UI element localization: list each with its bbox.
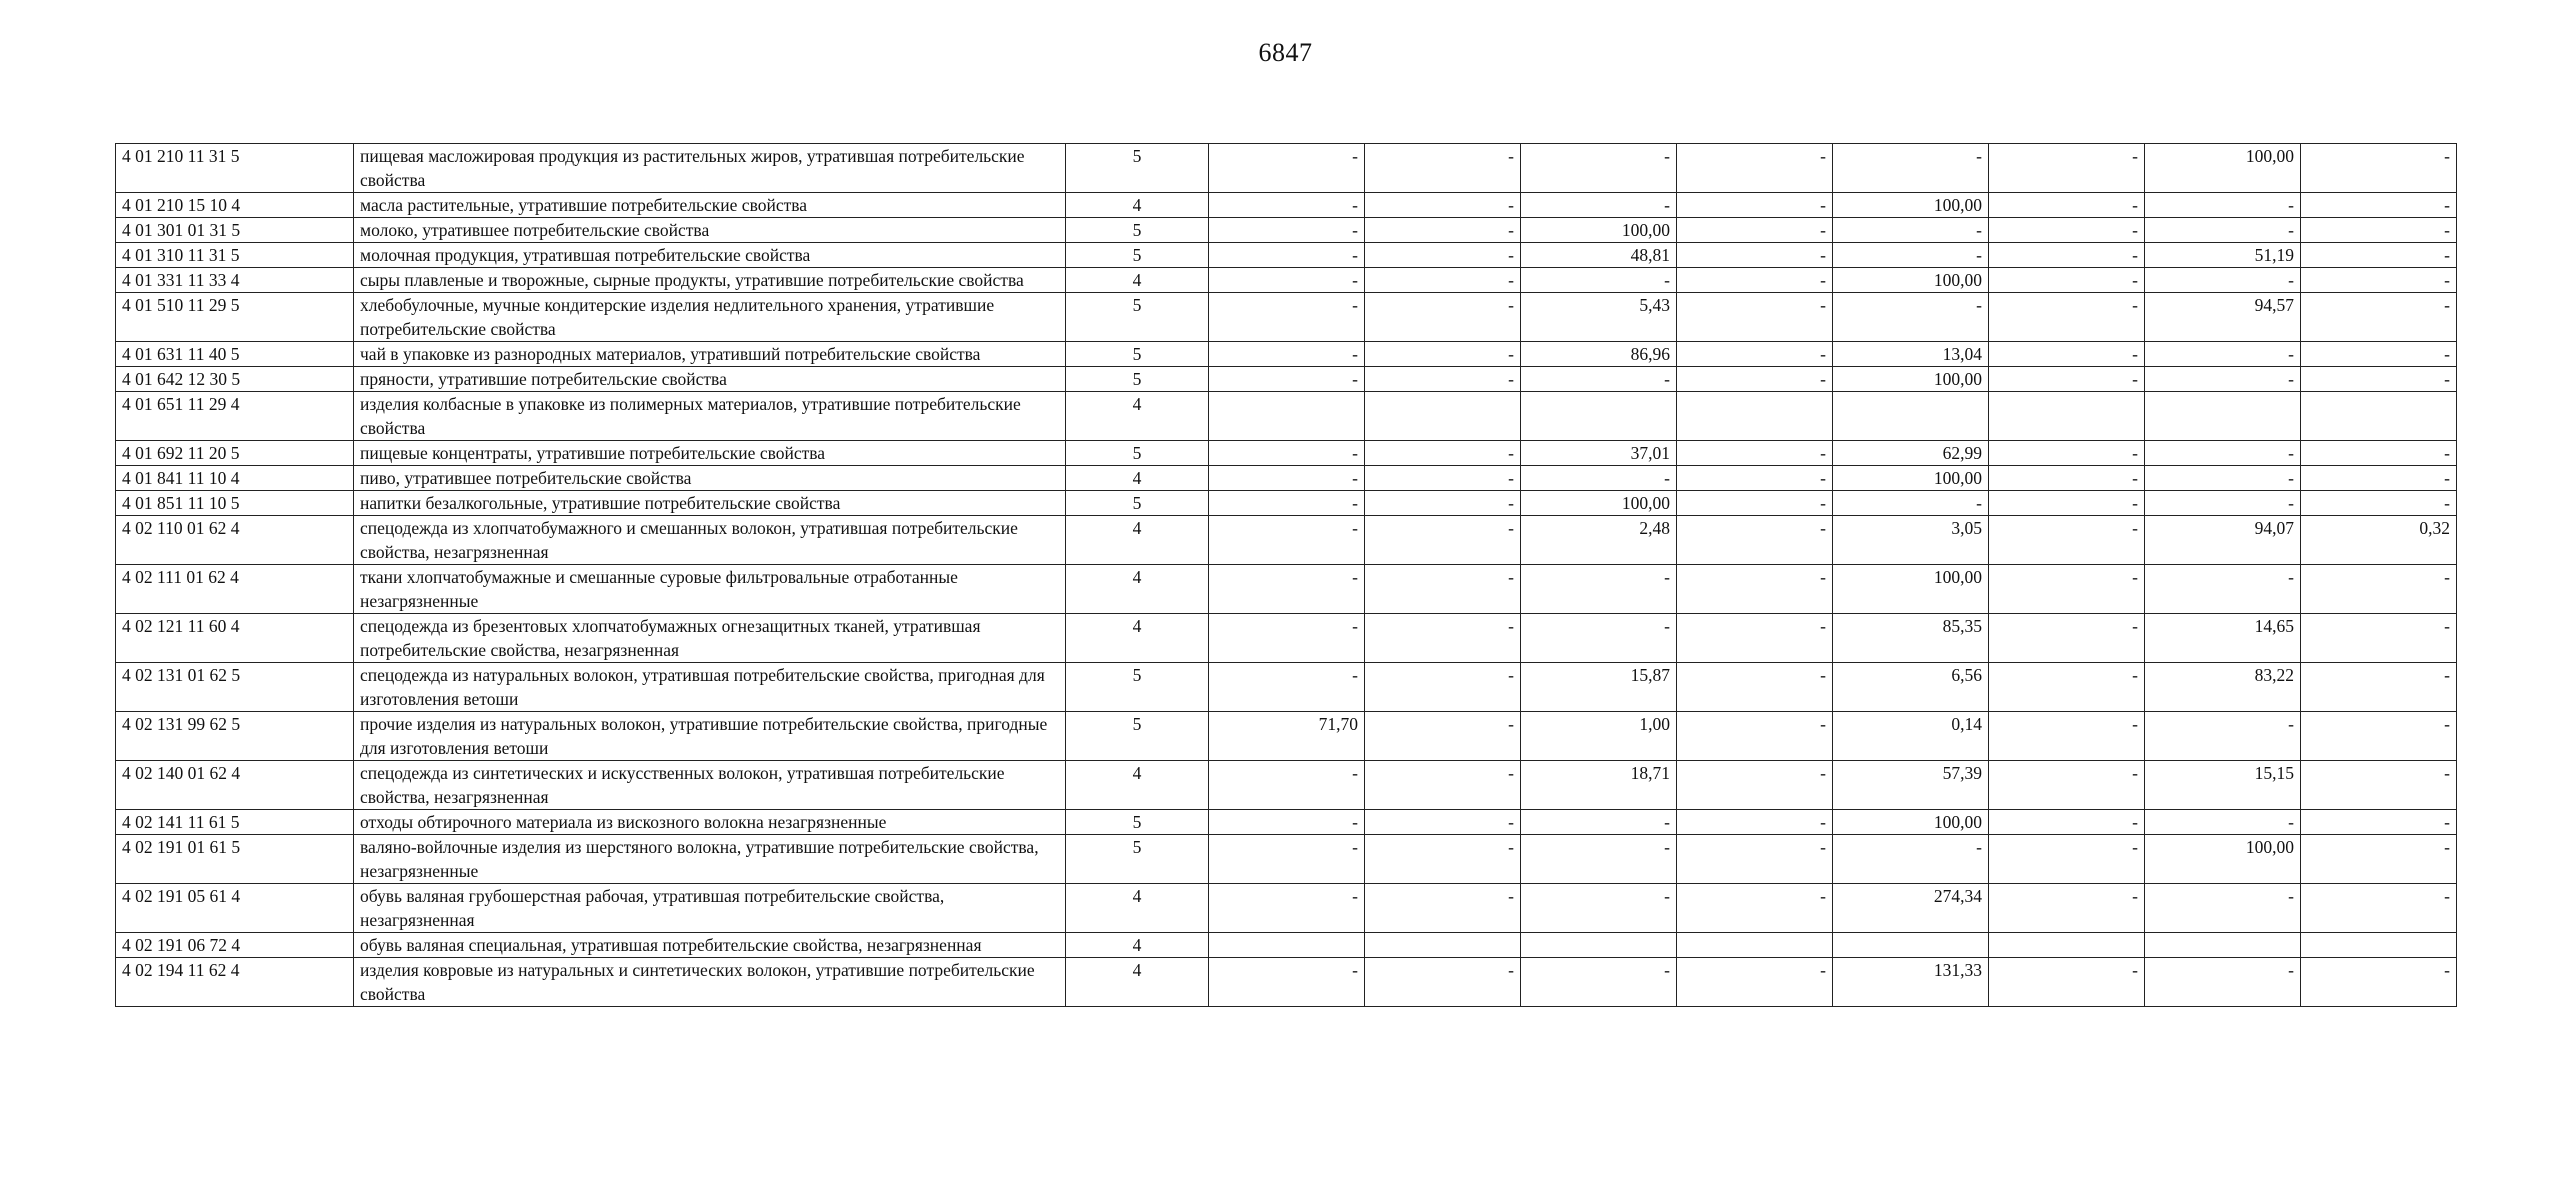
value-cell: - — [2145, 491, 2301, 516]
value-cell: - — [1989, 663, 2145, 712]
value-cell: 100,00 — [1521, 218, 1677, 243]
value-cell: - — [1989, 144, 2145, 193]
value-cell — [1365, 933, 1521, 958]
value-cell: - — [2145, 268, 2301, 293]
value-cell: - — [2301, 193, 2457, 218]
value-cell: - — [1365, 491, 1521, 516]
value-cell: - — [1209, 193, 1365, 218]
value-cell: 6,56 — [1833, 663, 1989, 712]
value-cell: 1,00 — [1521, 712, 1677, 761]
hazard-class-cell: 4 — [1066, 884, 1209, 933]
waste-code-cell: 4 02 140 01 62 4 — [116, 761, 354, 810]
value-cell: - — [1209, 884, 1365, 933]
value-cell: - — [1521, 958, 1677, 1007]
value-cell: - — [1989, 614, 2145, 663]
value-cell: - — [2145, 367, 2301, 392]
table-row — [116, 144, 2457, 193]
value-cell: - — [1365, 193, 1521, 218]
value-cell: 100,00 — [1833, 268, 1989, 293]
table-row — [116, 342, 2457, 367]
hazard-class-cell: 4 — [1066, 761, 1209, 810]
value-cell: - — [2301, 614, 2457, 663]
value-cell: 62,99 — [1833, 441, 1989, 466]
value-cell: - — [2145, 712, 2301, 761]
value-cell: - — [1989, 218, 2145, 243]
value-cell: - — [1989, 761, 2145, 810]
hazard-class-cell: 5 — [1066, 367, 1209, 392]
value-cell: - — [1989, 958, 2145, 1007]
value-cell: - — [1989, 342, 2145, 367]
value-cell: - — [1989, 884, 2145, 933]
value-cell: 131,33 — [1833, 958, 1989, 1007]
value-cell: - — [1365, 614, 1521, 663]
table-row — [116, 193, 2457, 218]
value-cell: - — [1521, 565, 1677, 614]
value-cell: - — [1833, 218, 1989, 243]
page-number: 6847 — [1258, 38, 1313, 67]
value-cell: - — [1677, 835, 1833, 884]
value-cell: - — [1989, 193, 2145, 218]
value-cell — [1209, 392, 1365, 441]
value-cell: 94,57 — [2145, 293, 2301, 342]
value-cell: - — [1209, 761, 1365, 810]
value-cell: - — [1677, 491, 1833, 516]
value-cell: - — [1677, 144, 1833, 193]
value-cell: - — [1677, 342, 1833, 367]
value-cell: 0,14 — [1833, 712, 1989, 761]
value-cell: 100,00 — [1833, 810, 1989, 835]
waste-name-cell: отходы обтирочного материала из вискозного волокна незагрязненные — [354, 810, 1066, 835]
waste-code-cell: 4 02 131 01 62 5 — [116, 663, 354, 712]
table-row — [116, 663, 2457, 712]
value-cell: - — [1365, 243, 1521, 268]
value-cell: - — [1521, 835, 1677, 884]
waste-name-cell: напитки безалкогольные, утратившие потребительские свойства — [354, 491, 1066, 516]
hazard-class-cell: 4 — [1066, 392, 1209, 441]
value-cell: 5,43 — [1521, 293, 1677, 342]
hazard-class-cell: 5 — [1066, 243, 1209, 268]
waste-name-cell: изделия ковровые из натуральных и синтетических волокон, утратившие потребительские свойства — [354, 958, 1066, 1007]
waste-code-cell: 4 02 194 11 62 4 — [116, 958, 354, 1007]
value-cell: - — [1677, 243, 1833, 268]
table-row — [116, 835, 2457, 884]
value-cell: - — [2301, 293, 2457, 342]
value-cell: - — [1209, 565, 1365, 614]
value-cell: - — [1677, 712, 1833, 761]
value-cell: 83,22 — [2145, 663, 2301, 712]
value-cell: - — [2145, 193, 2301, 218]
value-cell: - — [2301, 367, 2457, 392]
waste-code-cell: 4 02 110 01 62 4 — [116, 516, 354, 565]
value-cell: - — [1833, 835, 1989, 884]
table-row — [116, 516, 2457, 565]
value-cell: - — [1677, 268, 1833, 293]
value-cell — [1833, 392, 1989, 441]
value-cell — [1365, 392, 1521, 441]
waste-name-cell: масла растительные, утратившие потребительские свойства — [354, 193, 1066, 218]
waste-code-cell: 4 02 131 99 62 5 — [116, 712, 354, 761]
value-cell: - — [2145, 958, 2301, 1007]
value-cell: - — [2301, 218, 2457, 243]
value-cell: 100,00 — [2145, 144, 2301, 193]
value-cell: 100,00 — [1833, 466, 1989, 491]
table-row — [116, 441, 2457, 466]
value-cell: 15,15 — [2145, 761, 2301, 810]
waste-name-cell: чай в упаковке из разнородных материалов, утративший потребительские свойства — [354, 342, 1066, 367]
value-cell: - — [1989, 268, 2145, 293]
value-cell — [1521, 933, 1677, 958]
table-row — [116, 614, 2457, 663]
hazard-class-cell: 5 — [1066, 144, 1209, 193]
value-cell: - — [1365, 810, 1521, 835]
waste-name-cell: валяно-войлочные изделия из шерстяного волокна, утратившие потребительские свойства, незагрязненные — [354, 835, 1066, 884]
value-cell: 13,04 — [1833, 342, 1989, 367]
value-cell: - — [2301, 565, 2457, 614]
waste-name-cell: спецодежда из синтетических и искусственных волокон, утратившая потребительские свойства, незагрязненная — [354, 761, 1066, 810]
hazard-class-cell: 4 — [1066, 466, 1209, 491]
value-cell: - — [2145, 810, 2301, 835]
value-cell: - — [2301, 243, 2457, 268]
value-cell: - — [1209, 342, 1365, 367]
value-cell: - — [1209, 466, 1365, 491]
value-cell: - — [1365, 884, 1521, 933]
waste-composition-table — [115, 143, 2457, 1007]
waste-code-cell: 4 01 210 15 10 4 — [116, 193, 354, 218]
waste-code-cell: 4 02 141 11 61 5 — [116, 810, 354, 835]
value-cell: - — [2301, 761, 2457, 810]
value-cell: - — [1365, 835, 1521, 884]
value-cell: 37,01 — [1521, 441, 1677, 466]
waste-code-cell: 4 02 191 06 72 4 — [116, 933, 354, 958]
value-cell — [1677, 392, 1833, 441]
value-cell: 94,07 — [2145, 516, 2301, 565]
value-cell: 0,32 — [2301, 516, 2457, 565]
waste-name-cell: пищевая масложировая продукция из растительных жиров, утратившая потребительские свойства — [354, 144, 1066, 193]
value-cell — [1989, 392, 2145, 441]
value-cell: - — [1365, 761, 1521, 810]
table-row — [116, 268, 2457, 293]
value-cell: 86,96 — [1521, 342, 1677, 367]
waste-code-cell: 4 01 841 11 10 4 — [116, 466, 354, 491]
value-cell: - — [1521, 466, 1677, 491]
waste-code-cell: 4 01 651 11 29 4 — [116, 392, 354, 441]
waste-code-cell: 4 01 642 12 30 5 — [116, 367, 354, 392]
waste-code-cell: 4 02 191 01 61 5 — [116, 835, 354, 884]
waste-code-cell: 4 02 111 01 62 4 — [116, 565, 354, 614]
value-cell: - — [1833, 491, 1989, 516]
value-cell: - — [1209, 810, 1365, 835]
waste-code-cell: 4 01 210 11 31 5 — [116, 144, 354, 193]
table-row — [116, 367, 2457, 392]
value-cell — [2145, 392, 2301, 441]
waste-name-cell: изделия колбасные в упаковке из полимерных материалов, утратившие потребительские свойства — [354, 392, 1066, 441]
value-cell: - — [1989, 243, 2145, 268]
value-cell: 100,00 — [1521, 491, 1677, 516]
waste-name-cell: обувь валяная грубошерстная рабочая, утратившая потребительские свойства, незагрязненная — [354, 884, 1066, 933]
hazard-class-cell: 4 — [1066, 933, 1209, 958]
value-cell: - — [2301, 835, 2457, 884]
value-cell: - — [1833, 243, 1989, 268]
hazard-class-cell: 5 — [1066, 342, 1209, 367]
value-cell: - — [1365, 663, 1521, 712]
waste-code-cell: 4 01 510 11 29 5 — [116, 293, 354, 342]
value-cell: - — [1209, 243, 1365, 268]
value-cell — [1677, 933, 1833, 958]
waste-code-cell: 4 01 692 11 20 5 — [116, 441, 354, 466]
hazard-class-cell: 5 — [1066, 218, 1209, 243]
value-cell: - — [1209, 218, 1365, 243]
value-cell: - — [1989, 516, 2145, 565]
value-cell: - — [2145, 466, 2301, 491]
waste-code-cell: 4 01 310 11 31 5 — [116, 243, 354, 268]
waste-code-cell: 4 01 851 11 10 5 — [116, 491, 354, 516]
value-cell: 274,34 — [1833, 884, 1989, 933]
value-cell — [2145, 933, 2301, 958]
table-row — [116, 392, 2457, 441]
value-cell: - — [1989, 491, 2145, 516]
value-cell: 85,35 — [1833, 614, 1989, 663]
hazard-class-cell: 4 — [1066, 614, 1209, 663]
value-cell: - — [1989, 712, 2145, 761]
value-cell: - — [1209, 441, 1365, 466]
hazard-class-cell: 5 — [1066, 293, 1209, 342]
value-cell: - — [1989, 565, 2145, 614]
value-cell — [2301, 392, 2457, 441]
value-cell: - — [1209, 835, 1365, 884]
value-cell: - — [1209, 367, 1365, 392]
value-cell: - — [1365, 516, 1521, 565]
value-cell: - — [1677, 441, 1833, 466]
value-cell: - — [1989, 835, 2145, 884]
value-cell: - — [1521, 367, 1677, 392]
waste-code-cell: 4 01 631 11 40 5 — [116, 342, 354, 367]
value-cell: - — [1365, 293, 1521, 342]
value-cell: 51,19 — [2145, 243, 2301, 268]
waste-code-cell: 4 01 331 11 33 4 — [116, 268, 354, 293]
table-row — [116, 491, 2457, 516]
value-cell: - — [1521, 268, 1677, 293]
value-cell: - — [1365, 958, 1521, 1007]
value-cell: 3,05 — [1833, 516, 1989, 565]
value-cell: - — [2301, 342, 2457, 367]
value-cell: - — [1677, 367, 1833, 392]
value-cell: 14,65 — [2145, 614, 2301, 663]
value-cell: - — [1365, 342, 1521, 367]
value-cell — [1209, 933, 1365, 958]
value-cell: - — [2301, 441, 2457, 466]
value-cell: - — [2145, 441, 2301, 466]
value-cell: - — [1989, 441, 2145, 466]
value-cell: - — [1209, 958, 1365, 1007]
value-cell: - — [1209, 491, 1365, 516]
hazard-class-cell: 5 — [1066, 712, 1209, 761]
value-cell: - — [1521, 614, 1677, 663]
value-cell: - — [2145, 342, 2301, 367]
value-cell: - — [1365, 441, 1521, 466]
hazard-class-cell: 5 — [1066, 663, 1209, 712]
hazard-class-cell: 5 — [1066, 441, 1209, 466]
value-cell: - — [1677, 293, 1833, 342]
waste-name-cell: пищевые концентраты, утратившие потребительские свойства — [354, 441, 1066, 466]
value-cell: - — [1365, 144, 1521, 193]
value-cell: - — [2301, 466, 2457, 491]
table-row — [116, 933, 2457, 958]
value-cell: - — [1209, 268, 1365, 293]
value-cell: - — [1677, 884, 1833, 933]
value-cell: 100,00 — [1833, 565, 1989, 614]
value-cell: 100,00 — [1833, 193, 1989, 218]
waste-name-cell: спецодежда из хлопчатобумажного и смешанных волокон, утратившая потребительские свойства, незагрязненная — [354, 516, 1066, 565]
value-cell: - — [1677, 810, 1833, 835]
value-cell: - — [1989, 367, 2145, 392]
value-cell: - — [1989, 293, 2145, 342]
value-cell — [2301, 933, 2457, 958]
value-cell: - — [1677, 193, 1833, 218]
value-cell: - — [2301, 491, 2457, 516]
value-cell: - — [2301, 144, 2457, 193]
value-cell: - — [1521, 884, 1677, 933]
value-cell: - — [1677, 466, 1833, 491]
waste-name-cell: пряности, утратившие потребительские свойства — [354, 367, 1066, 392]
waste-name-cell: сыры плавленые и творожные, сырные продукты, утратившие потребительские свойства — [354, 268, 1066, 293]
hazard-class-cell: 4 — [1066, 268, 1209, 293]
value-cell: 100,00 — [2145, 835, 2301, 884]
table-row — [116, 243, 2457, 268]
value-cell: 18,71 — [1521, 761, 1677, 810]
value-cell: - — [1209, 516, 1365, 565]
value-cell: - — [1209, 663, 1365, 712]
table-row — [116, 565, 2457, 614]
hazard-class-cell: 5 — [1066, 835, 1209, 884]
value-cell — [1833, 933, 1989, 958]
waste-name-cell: хлебобулочные, мучные кондитерские изделия недлительного хранения, утратившие потребительские свойства — [354, 293, 1066, 342]
value-cell: - — [2145, 218, 2301, 243]
value-cell: - — [2301, 663, 2457, 712]
value-cell: - — [1521, 144, 1677, 193]
value-cell: - — [1521, 193, 1677, 218]
waste-name-cell: спецодежда из брезентовых хлопчатобумажных огнезащитных тканей, утратившая потребительские свойства, незагрязненная — [354, 614, 1066, 663]
value-cell: - — [2145, 565, 2301, 614]
value-cell: - — [1209, 293, 1365, 342]
value-cell: - — [1521, 810, 1677, 835]
value-cell: - — [1989, 466, 2145, 491]
value-cell: - — [1365, 218, 1521, 243]
value-cell: - — [1365, 565, 1521, 614]
table-row — [116, 884, 2457, 933]
value-cell: - — [1365, 268, 1521, 293]
value-cell: - — [2301, 884, 2457, 933]
value-cell: 2,48 — [1521, 516, 1677, 565]
hazard-class-cell: 4 — [1066, 565, 1209, 614]
waste-name-cell: молоко, утратившее потребительские свойства — [354, 218, 1066, 243]
value-cell: - — [1209, 614, 1365, 663]
table-row — [116, 761, 2457, 810]
table-row — [116, 810, 2457, 835]
hazard-class-cell: 4 — [1066, 958, 1209, 1007]
value-cell: 71,70 — [1209, 712, 1365, 761]
waste-name-cell: спецодежда из натуральных волокон, утратившая потребительские свойства, пригодная для изготовления ветоши — [354, 663, 1066, 712]
value-cell — [1989, 933, 2145, 958]
value-cell: 15,87 — [1521, 663, 1677, 712]
table-row — [116, 293, 2457, 342]
table-row — [116, 218, 2457, 243]
waste-name-cell: молочная продукция, утратившая потребительские свойства — [354, 243, 1066, 268]
value-cell: - — [1209, 144, 1365, 193]
value-cell: 48,81 — [1521, 243, 1677, 268]
table-body — [116, 144, 2457, 1007]
waste-code-cell: 4 02 121 11 60 4 — [116, 614, 354, 663]
waste-code-cell: 4 02 191 05 61 4 — [116, 884, 354, 933]
hazard-class-cell: 5 — [1066, 810, 1209, 835]
value-cell: - — [2301, 712, 2457, 761]
hazard-class-cell: 4 — [1066, 516, 1209, 565]
value-cell: - — [1365, 367, 1521, 392]
value-cell: - — [1677, 218, 1833, 243]
waste-name-cell: прочие изделия из натуральных волокон, утратившие потребительские свойства, пригодные для изготовления ветоши — [354, 712, 1066, 761]
value-cell: - — [1677, 565, 1833, 614]
value-cell: - — [2145, 884, 2301, 933]
waste-name-cell: пиво, утратившее потребительские свойства — [354, 466, 1066, 491]
value-cell: - — [1677, 614, 1833, 663]
hazard-class-cell: 5 — [1066, 491, 1209, 516]
value-cell: - — [1677, 663, 1833, 712]
table-row — [116, 712, 2457, 761]
value-cell: 57,39 — [1833, 761, 1989, 810]
value-cell: - — [1365, 466, 1521, 491]
waste-name-cell: ткани хлопчатобумажные и смешанные суровые фильтровальные отработанные незагрязненные — [354, 565, 1066, 614]
value-cell: - — [1677, 958, 1833, 1007]
value-cell: - — [1365, 712, 1521, 761]
value-cell: - — [2301, 810, 2457, 835]
waste-name-cell: обувь валяная специальная, утратившая потребительские свойства, незагрязненная — [354, 933, 1066, 958]
value-cell: - — [1833, 144, 1989, 193]
value-cell: - — [2301, 268, 2457, 293]
value-cell: - — [1677, 761, 1833, 810]
value-cell: - — [1833, 293, 1989, 342]
waste-code-cell: 4 01 301 01 31 5 — [116, 218, 354, 243]
table-row — [116, 958, 2457, 1007]
value-cell: 100,00 — [1833, 367, 1989, 392]
value-cell: - — [2301, 958, 2457, 1007]
value-cell: - — [1989, 810, 2145, 835]
value-cell — [1521, 392, 1677, 441]
hazard-class-cell: 4 — [1066, 193, 1209, 218]
table-row — [116, 466, 2457, 491]
value-cell: - — [1677, 516, 1833, 565]
